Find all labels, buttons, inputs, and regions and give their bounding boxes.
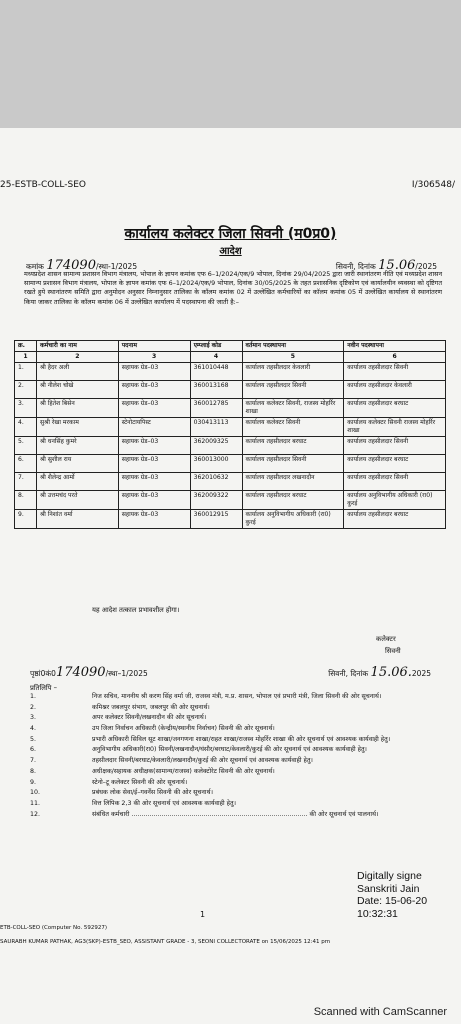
list-item-text: अपर कलेक्टर सिवनी/लखनादौन की ओर सूचनार्थ। [92, 714, 207, 722]
list-item [30, 800, 450, 809]
list-item-text: प्रभारी अधिकारी सिविल सूट शाखा/जनगणना शाखा/राहत शाखा/राजस्व मोहर्रिर शाखा की ओर सूचनार्थ एवं आवश्यक कार्यवाही हेतु। [92, 735, 391, 743]
file-reference: 25-ESTB-COLL-SEO [0, 180, 86, 190]
office-title: कार्यालय कलेक्टर जिला सिवनी (म0प्र0) [124, 226, 337, 242]
list-item-number: 9. [30, 778, 37, 786]
col-number: 6 [344, 352, 446, 363]
employee-name: श्री हैदर अली [36, 363, 118, 381]
current-posting: कार्यालय कलेक्टर सिवनी [242, 418, 344, 437]
copy-to-list [30, 693, 450, 821]
row-sn: 3. [15, 399, 37, 418]
row-sn: 2. [15, 381, 37, 399]
list-item-number: 2. [30, 703, 37, 711]
signature-date: Date: 15-06-20 [357, 895, 428, 907]
list-item-text: तहसीलदार सिवनी/बरघाट/केवलारी/लखनादौन/कुरई की ओर सूचनार्थ एवं आवश्यक कार्यवाही हेतु। [92, 757, 313, 765]
list-item [30, 789, 450, 798]
file-number: I/306548/ [411, 180, 455, 190]
designation: सहायक ग्रेड–03 [118, 455, 190, 473]
employee-code: 362009322 [190, 491, 242, 510]
col-header-sn: क्र. [15, 341, 37, 352]
list-item-text: अधीक्षक/सहायक अधीक्षक(सामान्य/राजस्व) कलेक्टोरेट सिवनी की ओर सूचनार्थ। [92, 767, 275, 775]
signatory-designation: कलेक्टर [376, 635, 396, 643]
signature-name: Sanskriti Jain [357, 882, 420, 895]
employee-code: 360013000 [190, 455, 242, 473]
row-sn: 6. [15, 455, 37, 473]
signatory-district: सिवनी [385, 647, 401, 655]
list-item-text: प्रबंधक लोक सेवा/ई–गवर्नेंस सिवनी की ओर सूचनार्थ। [92, 789, 213, 797]
col-header-code: एम्प्लाई कोड [190, 341, 242, 352]
order-number-handwritten: 174090 [46, 258, 96, 273]
list-item-text: कमिश्नर जबलपुर संभाग, जबलपुर की ओर सूचनार्थ। [92, 703, 210, 711]
row-sn: 9. [15, 510, 37, 529]
col-header-name: कर्मचारी का नाम [36, 341, 118, 352]
endorsement-date-handwritten: 15.06. [370, 665, 412, 680]
current-posting: कार्यालय अनुविभागीय अधिकारी (रा0) कुरई [242, 510, 344, 529]
list-item [30, 704, 450, 713]
designation: सहायक ग्रेड–03 [118, 399, 190, 418]
endorsement-number-handwritten: 174090 [55, 665, 106, 680]
list-item [30, 725, 450, 734]
col-header-current: वर्तमान पदस्थापना [242, 341, 344, 352]
col-number: 4 [190, 352, 242, 363]
new-posting: कार्यालय तहसीलदार सिवनी [344, 473, 446, 491]
current-posting: कार्यालय तहसीलदार बरघाट [242, 437, 344, 455]
employee-name: श्री नीलेश चोखे [36, 381, 118, 399]
list-item [30, 757, 450, 766]
row-sn: 4. [15, 418, 37, 437]
employee-code: 362010632 [190, 473, 242, 491]
digital-signature [357, 870, 427, 920]
list-item-number: 4. [30, 725, 37, 733]
list-item [30, 714, 450, 723]
endorsement-suffix: /स्था–1/2025 [105, 669, 148, 678]
new-posting: कार्यालय तहसीलदार सिवनी [344, 363, 446, 381]
order-date-handwritten: 15.06 [378, 258, 416, 273]
table-row [15, 510, 446, 529]
table-row [15, 455, 446, 473]
current-posting: कार्यालय कलेक्टर सिवनी, राजस्व मोहर्रिर शाखा [242, 399, 344, 418]
list-item-text: संबंधित कर्मचारी ........................................................................................ की ओर सूचनार्थ एवं पालनार्थ। [92, 810, 379, 818]
computer-reference: ETB-COLL-SEO (Computer No. 592927) [0, 925, 108, 931]
table-row [15, 491, 446, 510]
table-row [15, 473, 446, 491]
scanner-watermark: Scanned with CamScanner [313, 1006, 447, 1018]
transfer-table [14, 340, 446, 529]
list-item-number: 5. [30, 735, 37, 743]
new-posting: कार्यालय तहसीलदार सिवनी [344, 437, 446, 455]
list-item-number: 8. [30, 767, 37, 775]
list-item-number: 12. [30, 810, 41, 818]
table-row [15, 381, 446, 399]
list-item [30, 768, 450, 777]
employee-code: 360012785 [190, 399, 242, 418]
col-number: 5 [242, 352, 344, 363]
table-row [15, 437, 446, 455]
order-place-date: सिवनी, दिनांक [335, 262, 376, 271]
col-number: 1 [15, 352, 37, 363]
scan-top-margin [0, 0, 461, 128]
list-item-text: निज सचिव, माननीय श्री करण सिंह वर्मा जी, राजस्व मंत्री, म.प्र. शासन, भोपाल एवं प्रभारी मंत्री, जिला सिवनी की ओर सूचनार्थ। [92, 693, 382, 700]
order-preamble: मध्यप्रदेश शासन सामान्य प्रशासन विभाग मंत्रालय, भोपाल के ज्ञापन कमांक एफ 6–1/2024/एक/9 भोपाल, दिनांक 29/04/2025 द्वारा जारी स्थानांतरण नीति एवं मध्यप्रदेश शासन सामान्य प्रशासन विभाग मंत्रालय, भोपाल के ज्ञापन कमांक एफ 6–1/2024/एक/9 भोपाल, दिनांक 30/05/2025 के तहत प्रशासनिक दृष्टिकोण एवं कार्यालयीन व्यवस्था को दृष्टिगत रखते हुये स्थानांतरण समिति द्वारा अनुमोदन अनुसार निम्नानुसार तालिका के कॉलम कमांक 02 में उल्लेखित कर्मचारियों का कॉलम कमांक 05 में उल्लेखित कार्यालय से स्थानांतरण किया जाकर तालिका के कॉलम कमांक 06 में उल्लेखित कार्यालय में पदस्थापना की जाती है:– [24, 270, 442, 306]
designation: सहायक ग्रेड–03 [118, 473, 190, 491]
endorsement-year: 2025 [411, 669, 431, 678]
new-posting: कार्यालय कलेक्टर सिवनी राजस्व मोहर्रिर शाखा [344, 418, 446, 437]
employee-name: श्री हितेश बिसेन [36, 399, 118, 418]
designation: सहायक ग्रेड–03 [118, 437, 190, 455]
signature-line: Digitally signe [357, 870, 422, 882]
order-document [0, 128, 461, 1006]
new-posting: कार्यालय तहसीलदार बरघाट [344, 399, 446, 418]
current-posting: कार्यालय तहसीलदार बरघाट [242, 491, 344, 510]
row-sn: 1. [15, 363, 37, 381]
list-item-number: 11. [30, 799, 41, 807]
employee-name: श्री निशांत वर्मा [36, 510, 118, 529]
employee-name: सुश्री रेखा मरकाम [36, 418, 118, 437]
list-item-text: अनुविभागीय अधिकारी(रा0) सिवनी/लखनादौन/घंसौर/बरघाट/केवलारी/कुरई की ओर सूचनार्थ एवं आवश्यक कार्यवाही हेतु। [92, 746, 367, 754]
copy-to-label: प्रतिलिपि – [30, 684, 58, 692]
page-number: 1 [200, 910, 206, 919]
employee-code: 360013168 [190, 381, 242, 399]
employee-code: 361010448 [190, 363, 242, 381]
new-posting: कार्यालय तहसीलदार बरघाट [344, 455, 446, 473]
col-number: 2 [36, 352, 118, 363]
list-item-number: 7. [30, 757, 37, 765]
list-item-text: स्टेनो–टू कलेक्टर सिवनी की ओर सूचनार्थ। [92, 778, 188, 786]
current-posting: कार्यालय तहसीलदार लखनादौन [242, 473, 344, 491]
designation: सहायक ग्रेड–03 [118, 363, 190, 381]
new-posting: कार्यालय तहसीलदार बरघाट [344, 510, 446, 529]
table-row [15, 418, 446, 437]
order-heading: आदेश [219, 246, 242, 257]
employee-name: श्री उत्तमचंद परते [36, 491, 118, 510]
employee-code: 362009325 [190, 437, 242, 455]
employee-name: श्री धनसिंह कुमरे [36, 437, 118, 455]
designation: सहायक ग्रेड–03 [118, 510, 190, 529]
employee-name: श्री सुशील राय [36, 455, 118, 473]
current-posting: कार्यालय तहसीलदार सिवनी [242, 455, 344, 473]
signature-time: 10:32:31 [357, 907, 398, 920]
table-row [15, 363, 446, 381]
list-item-number: 10. [30, 789, 41, 797]
endorsement-number-line [30, 665, 148, 680]
designation: सहायक ग्रेड–03 [118, 381, 190, 399]
list-item-number: 3. [30, 714, 37, 722]
list-item [30, 693, 450, 702]
table-column-numbers [15, 352, 446, 363]
endorsement-prefix: पृष्ठां0कं0 [30, 669, 56, 678]
endorsement-date-line [328, 665, 431, 680]
author-line: SAURABH KUMAR PATHAK, AG3(SKP)-ESTB_SEO, ASSISTANT GRADE - 3, SEONI COLLECTORATE on 15/06/2025 12:41 pm [0, 939, 331, 945]
current-posting: कार्यालय तहसीलदार सिवनी [242, 381, 344, 399]
order-suffix: /स्था-1/2025 [95, 262, 138, 271]
col-number: 3 [118, 352, 190, 363]
row-sn: 5. [15, 437, 37, 455]
row-sn: 7. [15, 473, 37, 491]
employee-name: श्री शैलेन्द्र आर्मो [36, 473, 118, 491]
row-sn: 8. [15, 491, 37, 510]
effect-statement: यह आदेश तत्काल प्रभावशील होगा। [92, 606, 180, 614]
new-posting: कार्यालय अनुविभागीय अधिकारी (रा0) कुरई [344, 491, 446, 510]
list-item-text: उप जिला निर्वाचन अधिकारी (केन्द्रीय/स्थानीय निर्वाचन) सिवनी की ओर सूचनार्थ। [92, 725, 275, 733]
endorsement-place-date: सिवनी, दिनांक [328, 669, 369, 678]
new-posting: कार्यालय तहसीलदार केवलारी [344, 381, 446, 399]
designation: स्टेनोटायपिस्ट [118, 418, 190, 437]
order-prefix: कमांक [26, 262, 44, 271]
col-header-post: पदनाम [118, 341, 190, 352]
list-item [30, 779, 450, 788]
list-item-number: 1. [30, 693, 37, 700]
list-item [30, 736, 450, 745]
employee-code: 030413113 [190, 418, 242, 437]
employee-code: 360012915 [190, 510, 242, 529]
designation: सहायक ग्रेड–03 [118, 491, 190, 510]
table-row [15, 399, 446, 418]
order-year: /2025 [415, 262, 437, 271]
list-item [30, 746, 450, 755]
list-item [30, 811, 450, 820]
current-posting: कार्यालय तहसीलदार केवलारी [242, 363, 344, 381]
table-header-row [15, 341, 446, 352]
list-item-number: 6. [30, 746, 37, 754]
list-item-text: वित्त लिपिक 2,3 की ओर सूचनार्थ एवं आवश्यक कार्यवाही हेतु। [92, 799, 236, 807]
col-header-new: नवीन पदस्थापना [344, 341, 446, 352]
